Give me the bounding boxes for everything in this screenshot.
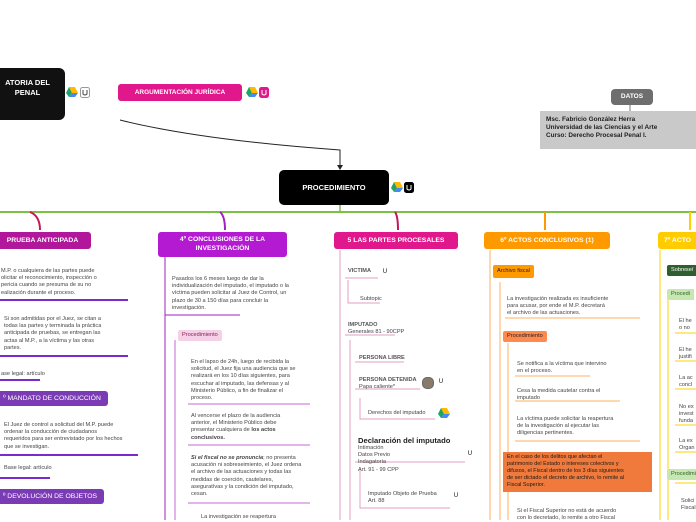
datos-line2: Universidad de las Ciencias y el Arte xyxy=(546,124,658,131)
col1-text3-l2: requeridos para ser entrevistado por los hechos xyxy=(4,436,123,443)
col5-item-0: El he xyxy=(679,318,692,324)
col5-item-4: La ac xyxy=(679,375,693,381)
col2-text3-l0: Al vencerse el plazo de la audiencia xyxy=(191,413,281,419)
google-drive-icon[interactable] xyxy=(391,182,403,192)
imputado-objeto-link-icon[interactable]: ∪ xyxy=(453,490,459,499)
persona-detenida-label[interactable] xyxy=(359,377,417,391)
col2-text5: La investigación se reapertura xyxy=(201,514,276,520)
col4-text2 xyxy=(517,361,637,375)
col2-text4 xyxy=(191,455,321,498)
col4-orange-l2: difusos, el Fiscal dentro de los 3 días siguientes xyxy=(507,468,624,474)
conclusiones-investigacion-header[interactable] xyxy=(158,232,287,257)
persona-detenida-line2: Papa caliente* xyxy=(359,384,396,391)
google-drive-icon[interactable] xyxy=(246,87,258,97)
mandato-conduccion-header[interactable]: º MANDATO DE CONDUCCIÓN xyxy=(0,391,108,406)
col2-text1-l4: investigación. xyxy=(172,304,206,311)
col4-text4-l2: diligencias pertinentes. xyxy=(517,430,574,437)
declaracion-imputado[interactable] xyxy=(358,436,468,474)
imputado-objeto-line2: Art. 88 xyxy=(368,498,385,505)
col5-item-10: Organ xyxy=(679,445,695,451)
col5-item-3: justifi xyxy=(679,354,692,360)
col5-item-5: concl xyxy=(679,382,693,388)
col1-base2: Base legal: artículo xyxy=(4,465,52,471)
col2-text2-l2: realizará en los 10 días siguientes, para xyxy=(191,373,290,380)
argumentacion-juridica-topic[interactable]: ARGUMENTACIÓN JURÍDICA xyxy=(118,84,242,101)
col2-text4-bold: Si el fiscal no se pronuncia xyxy=(191,455,264,461)
col2-text2 xyxy=(191,359,316,402)
imputado-line1: IMPUTADO xyxy=(348,322,378,328)
prueba-anticipada-header[interactable]: PRUEBA ANTICIPADA xyxy=(0,232,91,249)
col1-text2-l0: Si son admitidas por el Juez, se citan a xyxy=(4,316,102,322)
subtopic-label[interactable]: Subtopic xyxy=(360,296,382,302)
col1-text2-l4: partes. xyxy=(4,344,22,351)
col1-text1-l1: olicitar el reconocimiento, inspección o xyxy=(1,275,97,282)
col1-text1 xyxy=(1,268,131,297)
col4-text3 xyxy=(517,388,637,402)
col5-sobreseimiento-label[interactable]: Sobreseí xyxy=(667,265,696,276)
col5-item-6: No ex xyxy=(679,404,694,410)
col4-text5-l1: con lo decretado, lo remite a otro Fiscal xyxy=(517,515,615,522)
col4-text3-l0: Cesa la medida cautelar contra el xyxy=(517,388,601,394)
col4-text3-l1: imputado xyxy=(517,395,541,402)
col2-text2-l1: solicitud, el Juez fija una audiencia que se xyxy=(191,366,296,373)
procedimiento-topic[interactable]: PROCEDIMIENTO xyxy=(279,170,389,205)
col2-text3-l2: presentar cualquiera de xyxy=(191,427,250,434)
col2-text4-l1: el archivo de las actuaciones y todas las xyxy=(191,469,292,476)
col2-text3-l1: anterior, el Ministerio Público debe xyxy=(191,420,277,427)
col2-text1 xyxy=(172,276,312,312)
col2-text1-l1: individualización del imputado, el imputado o la xyxy=(172,283,289,290)
partes-procesales-header[interactable]: 5 LAS PARTES PROCESALES xyxy=(334,232,458,249)
google-drive-icon[interactable] xyxy=(438,408,450,418)
victima-label[interactable]: VICTIMA xyxy=(348,268,371,274)
col2-text2-l4: Ministerio Público, a fin de finalizar el xyxy=(191,387,284,394)
col2-text2-l5: proceso. xyxy=(191,395,213,402)
top-left-topic-line2: PENAL xyxy=(14,88,41,97)
link-icon[interactable] xyxy=(80,87,90,98)
col2-text4-rest: ; no presenta xyxy=(263,455,296,461)
col2-text2-l3: escuchar al imputado, las defensas y al xyxy=(191,380,289,387)
top-left-topic[interactable] xyxy=(0,68,65,120)
col1-text2 xyxy=(4,316,134,352)
col4-text1 xyxy=(507,296,642,318)
col4-procedimiento-label[interactable]: Procedimiento xyxy=(503,331,547,342)
col2-text2-l0: En el lapso de 24h, luego de recibida la xyxy=(191,359,289,365)
persona-libre-label[interactable]: PERSONA LIBRE xyxy=(359,355,405,361)
col1-text3-l3: que se investigan. xyxy=(4,443,50,450)
col2-header-line1: 4º CONCLUSIONES DE LA xyxy=(179,236,266,243)
col2-text4-l4: cesan. xyxy=(191,491,208,498)
col1-text3-l0: El Juez de control a solicitud del M.P. puede xyxy=(4,422,114,428)
col2-text3 xyxy=(191,413,316,442)
col5-header[interactable]: 7º ACTO xyxy=(658,232,696,249)
imputado-line2: Generales 81 - 90CPP xyxy=(348,329,405,336)
victima-link-icon[interactable]: ∪ xyxy=(382,266,388,275)
declaracion-link-icon[interactable]: ∪ xyxy=(467,448,473,457)
persona-detenida-link-icon[interactable]: ∪ xyxy=(438,376,444,385)
col1-base1: ase legal: artículo xyxy=(1,371,45,377)
col5-item-2: El he xyxy=(679,347,692,353)
imputado-label[interactable] xyxy=(348,322,404,336)
datos-box xyxy=(540,111,696,149)
col2-text3-bold2: conclusivos. xyxy=(191,434,225,441)
col2-text1-l0: Pasados los 6 meses luego de dar la xyxy=(172,276,264,282)
google-drive-icon[interactable] xyxy=(66,87,78,97)
actos-conclusivos-header[interactable]: 6º ACTOS CONCLUSIVOS (1) xyxy=(484,232,610,249)
col1-text2-l3: actas al M.P., a la víctima y las otras xyxy=(4,337,95,344)
col1-text2-l1: todas las partes y terminada la práctica xyxy=(4,323,102,330)
link-icon[interactable] xyxy=(259,87,269,98)
col4-orange-l3: de ser dictado el decreto de archivo, lo remite al xyxy=(507,475,625,481)
col1-text2-l2: anticipada de pruebas, se entregan las xyxy=(4,330,101,337)
col4-orange-box[interactable] xyxy=(503,452,652,492)
imputado-objeto-prueba[interactable] xyxy=(368,491,437,505)
col2-text1-l2: víctima pueden solicitar al Juez de Control, un xyxy=(172,290,287,297)
col2-text4-l2: medidas de coerción, cautelares, xyxy=(191,476,274,483)
col5-item-7: invest xyxy=(679,411,694,417)
col5-item-9: La ex xyxy=(679,438,693,444)
imputado-objeto-line1: Imputado Objeto de Prueba xyxy=(368,491,437,497)
col2-text4-l0: acusación ni sobreseimiento, el Juez ordena xyxy=(191,462,302,469)
col1-text3-l1: ordenar la conducción de ciudadanos xyxy=(4,429,97,436)
col2-text3-bold: los actos xyxy=(251,427,276,434)
col4-text5-l0: Si el Fiscal Superior no está de acuerdo xyxy=(517,508,617,514)
col4-orange-l4: Fiscal Superior. xyxy=(507,482,545,488)
datos-topic[interactable]: DATOS xyxy=(611,89,653,105)
persona-detenida-line1: PERSONA DETENIDA xyxy=(359,377,417,383)
col2-text1-l3: plazo de 30 a 150 días para concluir la xyxy=(172,297,269,304)
declaracion-l3: Art. 91 - 99 CPP xyxy=(358,466,399,473)
col4-text1-l0: La investigación realizada es insuficiente xyxy=(507,296,609,302)
devolucion-objetos-header[interactable]: º DEVOLUCIÓN DE OBJETOS xyxy=(0,489,104,504)
col5-procedimiento-label[interactable]: Procedi xyxy=(667,289,694,300)
col4-text4-l1: de la investigación al ejecutar las xyxy=(517,423,600,430)
col4-text4 xyxy=(517,416,642,438)
col4-text1-l1: para acusar, por ende el M.P. decretará xyxy=(507,303,605,310)
archivo-fiscal-label[interactable]: Archivo fiscal xyxy=(493,265,534,278)
col4-orange-l0: En el caso de los delitos que afectan el xyxy=(507,454,603,460)
persona-detenida-image xyxy=(422,377,434,389)
col5-item-1: o no xyxy=(679,325,690,331)
top-left-topic-line1: ATORIA DEL xyxy=(5,78,50,87)
col4-orange-l1: patrimonio del Estado o intereses colectivos y xyxy=(507,461,619,467)
declaracion-l0: Intimación xyxy=(358,445,384,451)
col5-item-8: funda xyxy=(679,418,693,424)
col5-item2-0: Solici xyxy=(681,498,695,504)
col4-text4-l0: La víctima puede solicitar la reapertura xyxy=(517,416,614,422)
derechos-imputado-label[interactable]: Derechos del imputado xyxy=(368,410,426,416)
col2-procedimiento-label[interactable]: Procedimiento xyxy=(178,330,222,341)
declaracion-l1: Datos Previo xyxy=(358,452,391,459)
declaracion-title: Declaración del imputado xyxy=(358,436,451,445)
col1-text1-l0: M.P. o cualquiera de las partes puede xyxy=(1,268,95,274)
col1-text3 xyxy=(4,422,139,451)
col1-text1-l3: ealización durante el proceso. xyxy=(1,289,76,296)
datos-line3: Curso: Derecho Procesal Penal I. xyxy=(546,132,647,139)
col2-header-line2: INVESTIGACIÓN xyxy=(195,244,250,252)
col1-text1-l2: pericia cuando se presuma de su no xyxy=(1,282,92,289)
col5-procedimiento2-label[interactable]: Procedimi xyxy=(667,469,696,480)
datos-line1: Msc. Fabricio González Herra xyxy=(546,116,636,123)
col4-text2-l1: en el proceso. xyxy=(517,368,553,375)
col4-text1-l2: el archivo de las actuaciones. xyxy=(507,310,581,317)
col5-item2-1: Fiscal xyxy=(681,505,696,511)
declaracion-l2: Indagatoria xyxy=(358,459,386,466)
col4-text2-l0: Se notifica a la víctima que intervino xyxy=(517,361,607,367)
link-icon[interactable] xyxy=(404,182,414,193)
col2-text4-l3: aseguratívas y la condición del imputado, xyxy=(191,483,294,490)
